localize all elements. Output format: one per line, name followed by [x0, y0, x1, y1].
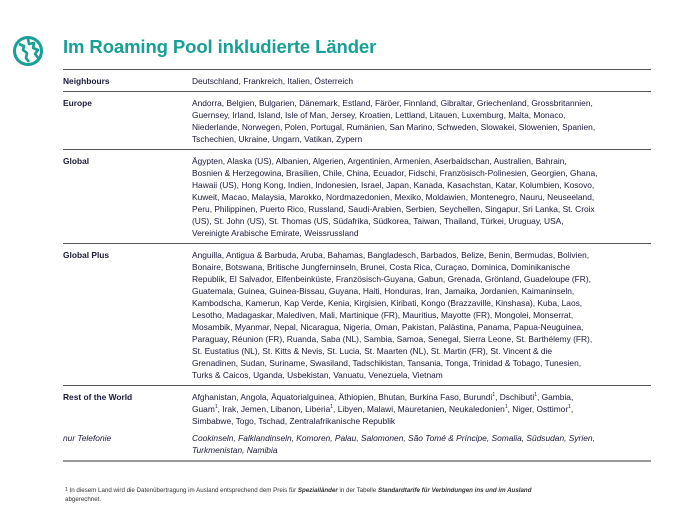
page-title: Im Roaming Pool inkludierte Länder	[63, 36, 377, 57]
row-countries	[192, 97, 651, 145]
footnote-ref: 1	[504, 404, 508, 410]
text-line: Niederlande, Norwegen, Polen, Portugal, Rumänien, San Marino, Schweden, Slowakei, Slowenien, Spanien,	[192, 122, 596, 132]
row-rest-of-world	[63, 386, 651, 431]
text-line: Bosnien & Herzegowina, Brasilien, Chile, China, Ecuador, Fidschi, Französisch-Polinesien, Georgien, Ghana,	[192, 168, 598, 178]
row-label: Global Plus	[63, 250, 110, 260]
row-countries	[192, 155, 651, 239]
footnote-mark: 1	[65, 487, 68, 493]
row-global-plus	[63, 244, 651, 386]
text-line	[192, 415, 651, 427]
row-label: Rest of the World	[63, 392, 133, 402]
text-line: Bonaire, Botswana, Britische Jungferninseln, Brunei, Costa Rica, Curaçao, Dominica, Dominikanische	[192, 262, 570, 272]
row-label: Global	[63, 156, 90, 166]
text-line: Anguilla, Antigua & Barbuda, Aruba, Bahamas, Bangladesch, Barbados, Belize, Benin, Bermudas, Bolivien,	[192, 250, 590, 260]
row-label: nur Telefonie	[63, 433, 112, 443]
footnote-ref: 1	[214, 404, 218, 410]
text-segment: Guam	[192, 404, 215, 414]
footnote-ref: 1	[330, 404, 334, 410]
text-line: Mosambik, Myanmar, Nepal, Nicaragua, Nigeria, Oman, Pakistan, Palästina, Panama, Papua-Neuguinea,	[192, 322, 584, 332]
row-countries	[192, 249, 651, 381]
row-telephony-only	[63, 431, 651, 460]
text-segment: Afghanistan, Angola, Äquatorialguinea, Äthiopien, Bhutan, Burkina Faso, Burundi	[192, 392, 493, 402]
text-line: Hawaii (US), Hong Kong, Indien, Indonesien, Israel, Japan, Kanada, Kasachstan, Katar, Kolumbien, Kosovo,	[192, 180, 595, 190]
text-line: St. Eustatius (NL), St. Kitts & Nevis, St. Lucia, St. Maarten (NL), St. Martin (FR), St. Vincent & die	[192, 346, 553, 356]
row-neighbours	[63, 70, 651, 92]
row-global	[63, 150, 651, 244]
text-line: Turkmenistan, Namibia	[192, 445, 278, 455]
text-line: Grenadinen, Sudan, Suriname, Swasiland, Tadschikistan, Tansania, Tonga, Trinidad & Tobago, Tunesien,	[192, 358, 582, 368]
text-line: Cookinseln, Falklandinseln, Komoren, Palau, Salomonen, São Tomé & Príncipe, Somalia, Südsudan, Syrien,	[192, 433, 595, 443]
row-europe	[63, 92, 651, 150]
text-line: Ägypten, Alaska (US), Albanien, Algerien, Argentinien, Armenien, Aserbaidschan, Australien, Bahrain,	[192, 156, 567, 166]
text-line	[192, 391, 651, 403]
text-segment: , Dschibuti	[495, 392, 535, 402]
text-line: Vereinigte Arabische Emirate, Weissrussland	[192, 228, 359, 238]
text-line	[192, 403, 651, 415]
text-segment: , Niger, Osttimor	[507, 404, 569, 414]
text-line: Guernsey, Irland, Island, Isle of Man, Jersey, Kroatien, Lettland, Litauen, Luxemburg, Malta, Monaco,	[192, 110, 566, 120]
row-countries: Deutschland, Frankreich, Italien, Österreich	[192, 76, 354, 86]
text-line: Republik, El Salvador, Elfenbeinküste, Französisch-Guyana, Gabun, Grenada, Grönland, Guadeloupe (FR),	[192, 274, 591, 284]
text-line: (US), St. John (US), St. Thomas (US, Südafrika, Südkorea, Taiwan, Thailand, Türkei, Uruguay, USA,	[192, 216, 564, 226]
globe-icon	[12, 35, 44, 67]
text-segment: , Libyen, Malawi, Mauretanien, Neukaledonien	[333, 404, 505, 414]
footnote: $^1$ In diesem Land wird die Datenübertragung im Ausland entsprechend dem Preis für Spezialländer in der Tabelle Standardtarife für Verbindungen ins und im Ausland abgerechnet.	[65, 487, 532, 503]
country-table	[63, 69, 651, 462]
text-segment: ,	[570, 404, 574, 414]
text-segment: , Gambia,	[536, 392, 574, 402]
text-line: Guatemala, Guinea, Guinea-Bissau, Guyana, Haiti, Honduras, Iran, Jamaika, Jordanien, Kaimaninseln,	[192, 286, 575, 296]
row-countries	[192, 432, 651, 456]
text-line: Tschechien, Ukraine, Ungarn, Vatikan, Zypern	[192, 134, 363, 144]
footnote-ref: 1	[492, 392, 496, 398]
footnote-ref: 1	[534, 392, 537, 398]
row-label: Europe	[63, 98, 92, 108]
row-label: Neighbours	[63, 76, 110, 86]
text-line: Turks & Caicos, Uganda, Usbekistan, Vanuatu, Venezuela, Vietnam	[192, 370, 443, 380]
text-line: Lesotho, Madagaskar, Malediven, Mali, Martinique (FR), Mauritius, Mayotte (FR), Mongolei, Monserrat,	[192, 310, 574, 320]
text-line: Kuweit, Macao, Malaysia, Marokko, Nordmazedonien, Mexiko, Moldawien, Montenegro, Nauru, Neuseeland,	[192, 192, 595, 202]
text-line: Peru, Philippinen, Puerto Rico, Russland, Saudi-Arabien, Serbien, Seychellen, Singapur, Sri Lanka, St. Croix	[192, 204, 595, 214]
text-line: Andorra, Belgien, Bulgarien, Dänemark, Estland, Färöer, Finnland, Gibraltar, Griechenland, Grossbritannien,	[192, 98, 593, 108]
text-line: Kambodscha, Kamerun, Kap Verde, Kenia, Kirgisien, Kiribati, Kongo (Brazzaville, Kinshasa), Kuba, Laos,	[192, 298, 583, 308]
footnote-ref: 1	[568, 404, 571, 410]
text-segment: Simbabwe, Togo, Tschad, Zentralafrikanische Republik	[192, 416, 396, 426]
text-segment: , Irak, Jemen, Libanon, Liberia	[217, 404, 331, 414]
row-countries	[192, 391, 651, 427]
text-line: Paraguay, Réunion (FR), Ruanda, Saba (NL), Sambia, Samoa, Senegal, Sierra Leone, St. Barthélemy (FR),	[192, 334, 593, 344]
